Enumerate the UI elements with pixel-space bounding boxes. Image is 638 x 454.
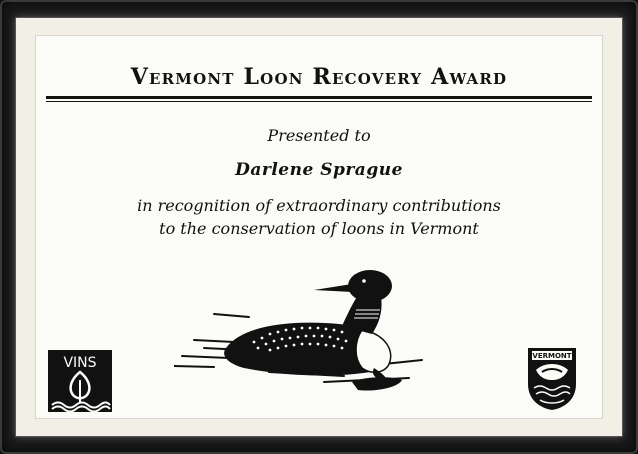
loon-illustration: [174, 264, 424, 396]
award-title: Vermont Loon Recovery Award: [130, 64, 508, 90]
vins-logo: [48, 350, 112, 412]
vermont-badge: [524, 344, 580, 412]
certificate-paper: [36, 36, 602, 418]
certificate-mat: [16, 18, 622, 436]
recognition-line-1: in recognition of extraordinary contributions: [137, 196, 501, 215]
title-underline: [46, 96, 592, 99]
svg-text:VERMONT: VERMONT: [532, 352, 572, 360]
title-underline-thin: [46, 101, 592, 102]
recognition-line-2: to the conservation of loons in Vermont: [159, 219, 479, 238]
svg-text:VINS: VINS: [63, 355, 97, 371]
recipient-name: Darlene Sprague: [235, 160, 403, 180]
presented-to-label: Presented to: [267, 126, 371, 145]
